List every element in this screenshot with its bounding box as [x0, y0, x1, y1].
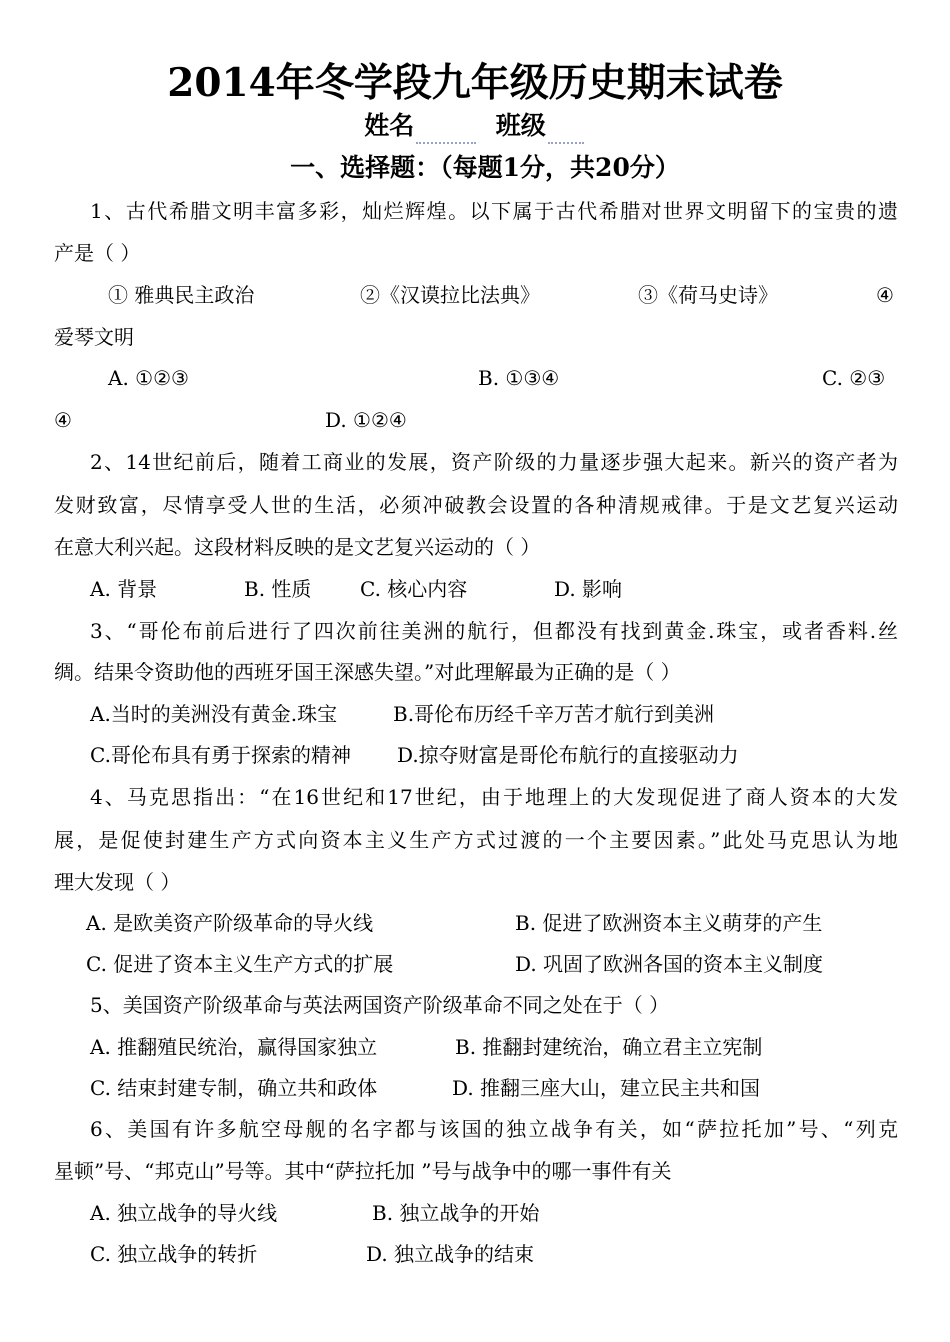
q5-option-c: C. 结束封建专制，确立共和政体: [90, 1076, 378, 1100]
q4-option-b: B. 促进了欧洲资本主义萌芽的产生: [515, 911, 823, 935]
q1-item-3: ③《荷马史诗》: [638, 283, 778, 307]
question-3-line-1: 3、“哥伦布前后进行了四次前往美洲的航行，但都没有找到黄金.珠宝，或者香料.丝: [90, 619, 898, 643]
name-label: 姓名: [364, 111, 415, 140]
question-2-line-2: 发财致富，尽情享受人世的生活，必须冲破教会设置的各种清规戒律。于是文艺复兴运动: [54, 493, 898, 517]
q6-option-c: C. 独立战争的转折: [90, 1242, 258, 1266]
question-1-line-1: 1、古代希腊文明丰富多彩，灿烂辉煌。以下属于古代希腊对世界文明留下的宝贵的遗: [90, 199, 898, 223]
class-label: 班级: [495, 111, 546, 140]
question-6-line-2: 星顿”号、“邦克山”号等。其中“萨拉托加 ”号与战争中的哪一事件有关: [54, 1159, 672, 1183]
q4-option-d: D. 巩固了欧洲各国的资本主义制度: [515, 952, 824, 976]
question-4-line-2: 展，是促使封建生产方式向资本主义生产方式过渡的一个主要因素。”此处马克思认为地: [54, 828, 898, 852]
q1-item-2: ②《汉谟拉比法典》: [360, 283, 540, 307]
name-blank[interactable]: [416, 120, 476, 144]
q5-option-b: B. 推翻封建统治，确立君主立宪制: [455, 1035, 763, 1059]
q2-option-b: B. 性质: [244, 577, 312, 601]
question-1-line-2: 产是（ ）: [54, 241, 141, 265]
q1-option-a: A. ①②③: [108, 366, 189, 390]
q3-option-b: B.哥伦布历经千辛万苦才航行到美洲: [393, 702, 715, 726]
q1-option-c-cont: ④: [54, 408, 72, 432]
q1-item-1: ① 雅典民主政治: [108, 283, 255, 307]
q1-option-d: D. ①②④: [325, 408, 407, 432]
question-5-line-1: 5、美国资产阶级革命与英法两国资产阶级革命不同之处在于（ ）: [90, 993, 670, 1017]
name-class-bar: [0, 108, 950, 144]
q5-option-d: D. 推翻三座大山，建立民主共和国: [452, 1076, 761, 1100]
section-heading: 一、选择题：（每题1分，共20分）: [290, 153, 680, 182]
q1-option-b: B. ①③④: [478, 366, 560, 390]
q6-option-d: D. 独立战争的结束: [366, 1242, 535, 1266]
q1-option-c: C. ②③: [822, 366, 886, 390]
q3-option-d: D.掠夺财富是哥伦布航行的直接驱动力: [397, 743, 739, 767]
question-2-line-1: 2、14世纪前后，随着工商业的发展，资产阶级的力量逐步强大起来。新兴的资产者为: [90, 450, 898, 474]
question-6-line-1: 6、美国有许多航空母舰的名字都与该国的独立战争有关，如“萨拉托加”号、“列克: [90, 1117, 898, 1141]
q3-option-c: C.哥伦布具有勇于探索的精神: [90, 743, 351, 767]
q2-option-c: C. 核心内容: [360, 577, 468, 601]
question-2-line-3: 在意大利兴起。这段材料反映的是文艺复兴运动的（ ）: [54, 535, 541, 559]
exam-title: 2014年冬学段九年级历史期末试卷: [167, 60, 783, 106]
q1-item-4-marker: ④: [876, 283, 894, 307]
question-4-line-3: 理大发现（ ）: [54, 870, 181, 894]
q2-option-d: D. 影响: [554, 577, 623, 601]
q4-option-c: C. 促进了资本主义生产方式的扩展: [86, 952, 394, 976]
class-blank[interactable]: [548, 120, 584, 144]
q5-option-a: A. 推翻殖民统治，赢得国家独立: [90, 1035, 378, 1059]
q6-option-a: A. 独立战争的导火线: [90, 1201, 278, 1225]
question-3-line-2: 绸。结果令资助他的西班牙国王深感失望。”对此理解最为正确的是（ ）: [54, 660, 681, 684]
q6-option-b: B. 独立战争的开始: [372, 1201, 540, 1225]
q1-item-4-text: 爱琴文明: [54, 325, 134, 349]
q2-option-a: A. 背景: [90, 577, 158, 601]
q4-option-a: A. 是欧美资产阶级革命的导火线: [86, 911, 374, 935]
q3-option-a: A.当时的美洲没有黄金.珠宝: [90, 702, 338, 726]
question-4-line-1: 4、马克思指出：“在16世纪和17世纪，由于地理上的大发现促进了商人资本的大发: [90, 785, 898, 809]
